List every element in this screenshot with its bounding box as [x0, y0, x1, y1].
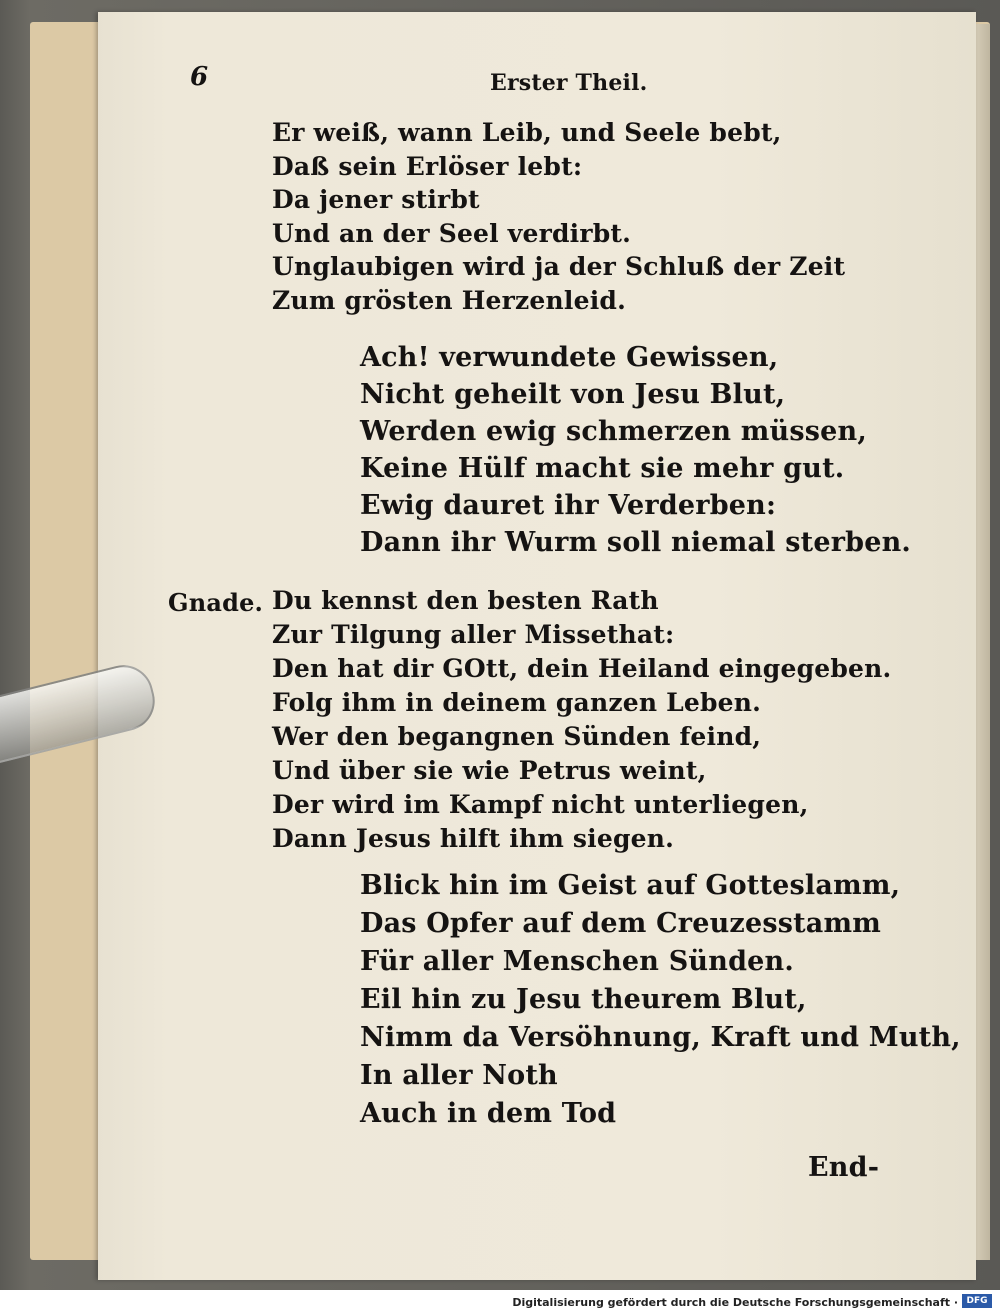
verse-line: In aller Noth	[360, 1060, 558, 1091]
verse-line: Und über sie wie Petrus weint,	[272, 756, 707, 785]
speaker-label: Gnade.	[168, 588, 264, 617]
verse-line: Eil hin zu Jesu theurem Blut,	[360, 984, 807, 1015]
verse-line: Keine Hülf macht sie mehr gut.	[360, 453, 845, 484]
verse-line: Folg ihm in deinem ganzen Leben.	[272, 688, 762, 717]
verse-line: Werden ewig schmerzen müssen,	[360, 416, 867, 447]
verse-line: Ach! verwundete Gewissen,	[360, 342, 779, 373]
verse-line: Unglaubigen wird ja der Schluß der Zeit	[272, 252, 846, 281]
verse-line: Den hat dir GOtt, dein Heiland eingegeben.	[272, 654, 892, 683]
verse-line: Dann Jesus hilft ihm siegen.	[272, 824, 675, 853]
verse-line: Er weiß, wann Leib, und Seele bebt,	[272, 118, 782, 147]
verse-line: Ewig dauret ihr Verderben:	[360, 490, 777, 521]
page-number: 6	[190, 62, 209, 92]
catchword: End-	[808, 1152, 880, 1183]
dfg-logo: DFG	[962, 1294, 992, 1308]
verse-line: Für aller Menschen Sünden.	[360, 946, 794, 977]
verse-line: Daß sein Erlöser lebt:	[272, 152, 583, 181]
verse-line: Blick hin im Geist auf Gotteslamm,	[360, 870, 901, 901]
verse-line: Zum grösten Herzenleid.	[272, 286, 626, 315]
verse-line: Wer den begangnen Sünden feind,	[272, 722, 762, 751]
verse-line: Du kennst den besten Rath	[272, 586, 659, 615]
running-title: Erster Theil.	[490, 70, 648, 96]
verse-line: Da jener stirbt	[272, 185, 480, 214]
verse-line: Und an der Seel verdirbt.	[272, 219, 632, 248]
verse-line: Zur Tilgung aller Missethat:	[272, 620, 675, 649]
funding-credit: Digitalisierung gefördert durch die Deutsche Forschungsgemeinschaft ·	[512, 1296, 958, 1309]
verse-line: Auch in dem Tod	[360, 1098, 617, 1129]
verse-line: Nicht geheilt von Jesu Blut,	[360, 379, 786, 410]
book-page	[98, 12, 976, 1280]
verse-line: Das Opfer auf dem Creuzesstamm	[360, 908, 882, 939]
show-through	[909, 152, 916, 176]
verse-line: Der wird im Kampf nicht unterliegen,	[272, 790, 809, 819]
verse-line: Dann ihr Wurm soll niemal sterben.	[360, 527, 912, 558]
verse-line: Nimm da Versöhnung, Kraft und Muth,	[360, 1022, 961, 1053]
page-edge	[976, 24, 990, 1260]
